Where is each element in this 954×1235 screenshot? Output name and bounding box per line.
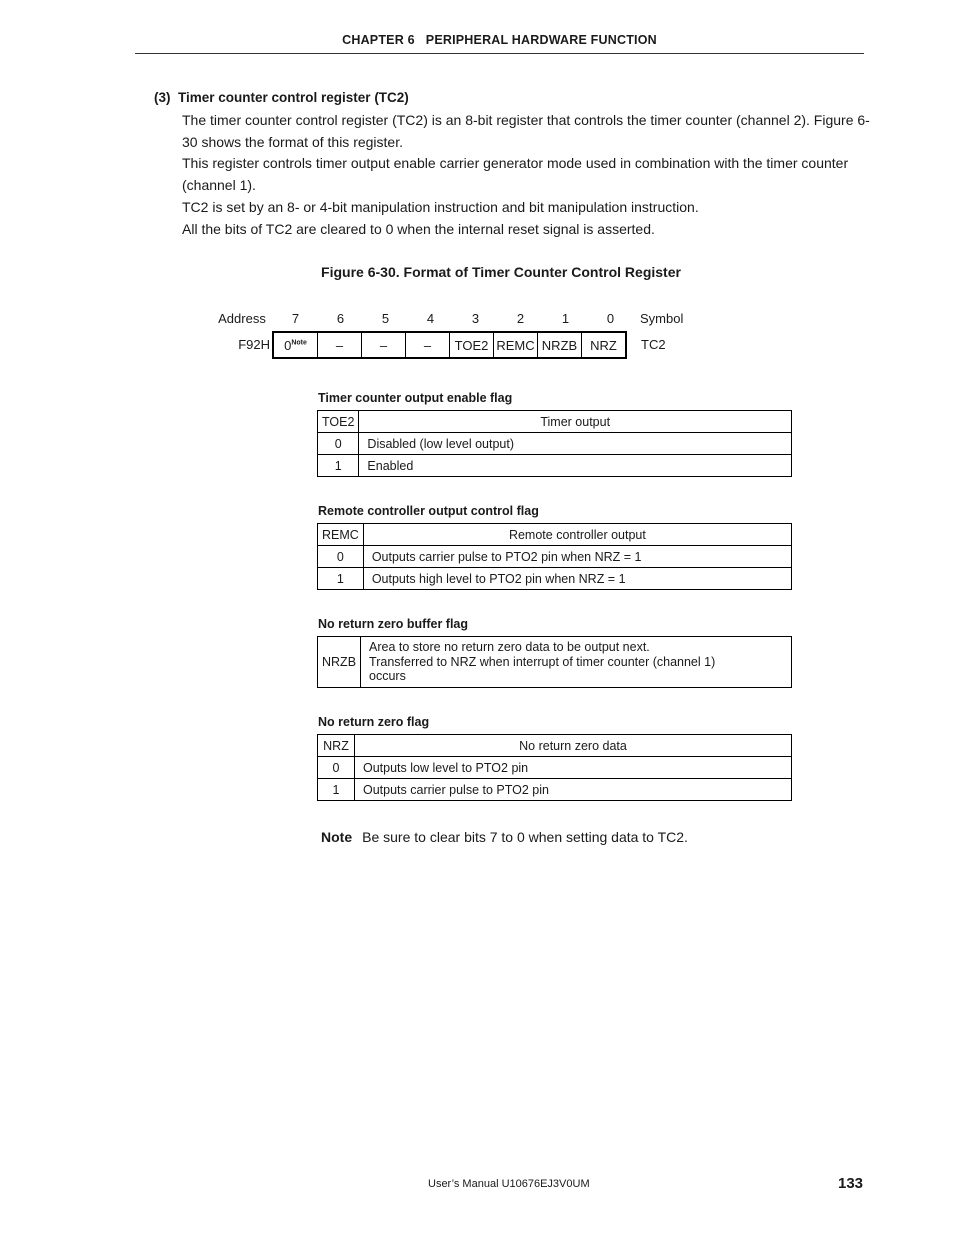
symbol-label: Symbol: [640, 311, 684, 326]
flag-desc: Outputs carrier pulse to PTO2 pin when NRZ = 1: [363, 546, 791, 568]
bit-number: 4: [426, 311, 435, 326]
paragraph: TC2 is set by an 8- or 4-bit manipulation instruction and bit manipulation instruction.: [182, 199, 699, 215]
register-bit-3: TOE2: [450, 332, 494, 358]
flag-table-nrzb: [317, 636, 792, 688]
bit-number: 1: [561, 311, 570, 326]
flag-value: 1: [318, 568, 364, 590]
flag-desc: Outputs low level to PTO2 pin: [355, 757, 792, 779]
flag-desc-header: Remote controller output: [363, 524, 791, 546]
register-address: F92H: [238, 337, 270, 352]
flag-desc-header: No return zero data: [355, 735, 792, 757]
flag-title-nrz: No return zero flag: [318, 715, 430, 729]
section-title-text: Timer counter control register (TC2): [178, 90, 409, 105]
flag-desc-line: occurs: [369, 669, 406, 684]
register-bit-7: [273, 332, 318, 358]
flag-col-header: REMC: [318, 524, 364, 546]
table-row: [318, 433, 792, 455]
flag-desc: [361, 637, 792, 688]
paragraph: The timer counter control register (TC2) is an 8-bit register that controls the timer counter (channel 2). Figure 6-30 shows the format of this register.: [182, 112, 870, 150]
bit-number: 5: [381, 311, 390, 326]
bit-value: 0: [284, 337, 292, 353]
note-marker: Note: [291, 339, 307, 347]
table-row: [318, 455, 792, 477]
register-bit-2: REMC: [494, 332, 538, 358]
flag-desc: Outputs high level to PTO2 pin when NRZ = 1: [363, 568, 791, 590]
flag-desc-line: Area to store no return zero data to be output next.: [369, 640, 650, 655]
paragraph: All the bits of TC2 are cleared to 0 when the internal reset signal is asserted.: [182, 221, 655, 237]
section-title: [154, 90, 409, 105]
flag-col-header: NRZ: [318, 735, 355, 757]
bit-number: 0: [606, 311, 615, 326]
table-row: [318, 568, 792, 590]
flag-desc-header: Timer output: [359, 411, 792, 433]
figure-title: Figure 6-30. Format of Timer Counter Control Register: [321, 264, 681, 280]
note-text: Be sure to clear bits 7 to 0 when setting data to TC2.: [362, 829, 688, 845]
flag-desc-line: Transferred to NRZ when interrupt of timer counter (channel 1): [369, 654, 716, 669]
flag-title-toe2: Timer counter output enable flag: [318, 391, 513, 405]
bit-number: 6: [336, 311, 345, 326]
flag-table-toe2: [317, 410, 792, 477]
register-bit-4: –: [406, 332, 450, 358]
flag-value: 1: [318, 779, 355, 801]
flag-title-nrzb: No return zero buffer flag: [318, 617, 469, 631]
table-row: [318, 779, 792, 801]
address-label: Address: [218, 311, 266, 326]
register-bit-0: NRZ: [582, 332, 627, 358]
note: [321, 829, 688, 845]
table-row: [318, 546, 792, 568]
register-bit-1: NRZB: [538, 332, 582, 358]
flag-desc: Enabled: [359, 455, 792, 477]
bit-number: 7: [291, 311, 300, 326]
flag-value: 0: [318, 757, 355, 779]
bit-number: 2: [516, 311, 525, 326]
flag-value: 0: [318, 433, 359, 455]
flag-value: 1: [318, 455, 359, 477]
flag-title-remc: Remote controller output control flag: [318, 504, 539, 518]
page-header: CHAPTER 6 PERIPHERAL HARDWARE FUNCTION: [342, 33, 657, 47]
footer-manual-id: User’s Manual U10676EJ3V0UM: [428, 1178, 590, 1190]
flag-desc: Outputs carrier pulse to PTO2 pin: [355, 779, 792, 801]
flag-table-nrz: [317, 734, 792, 801]
flag-col-header: NRZB: [318, 637, 361, 688]
bit-number: 3: [471, 311, 480, 326]
register-symbol: TC2: [641, 337, 666, 352]
note-label: Note: [321, 829, 353, 845]
page-number: 133: [838, 1175, 864, 1192]
table-row: [318, 757, 792, 779]
register-bit-5: –: [362, 332, 406, 358]
flag-value: 0: [318, 546, 364, 568]
flag-table-remc: [317, 523, 792, 590]
register-bit-6: –: [318, 332, 362, 358]
section-number: (3): [154, 90, 171, 105]
flag-desc: Disabled (low level output): [359, 433, 792, 455]
paragraph: This register controls timer output enable carrier generator mode used in combination with the timer counter (channel 1).: [182, 155, 849, 193]
flag-col-header: TOE2: [318, 411, 359, 433]
register-bit-table: [272, 331, 627, 359]
header-rule: [135, 53, 864, 54]
